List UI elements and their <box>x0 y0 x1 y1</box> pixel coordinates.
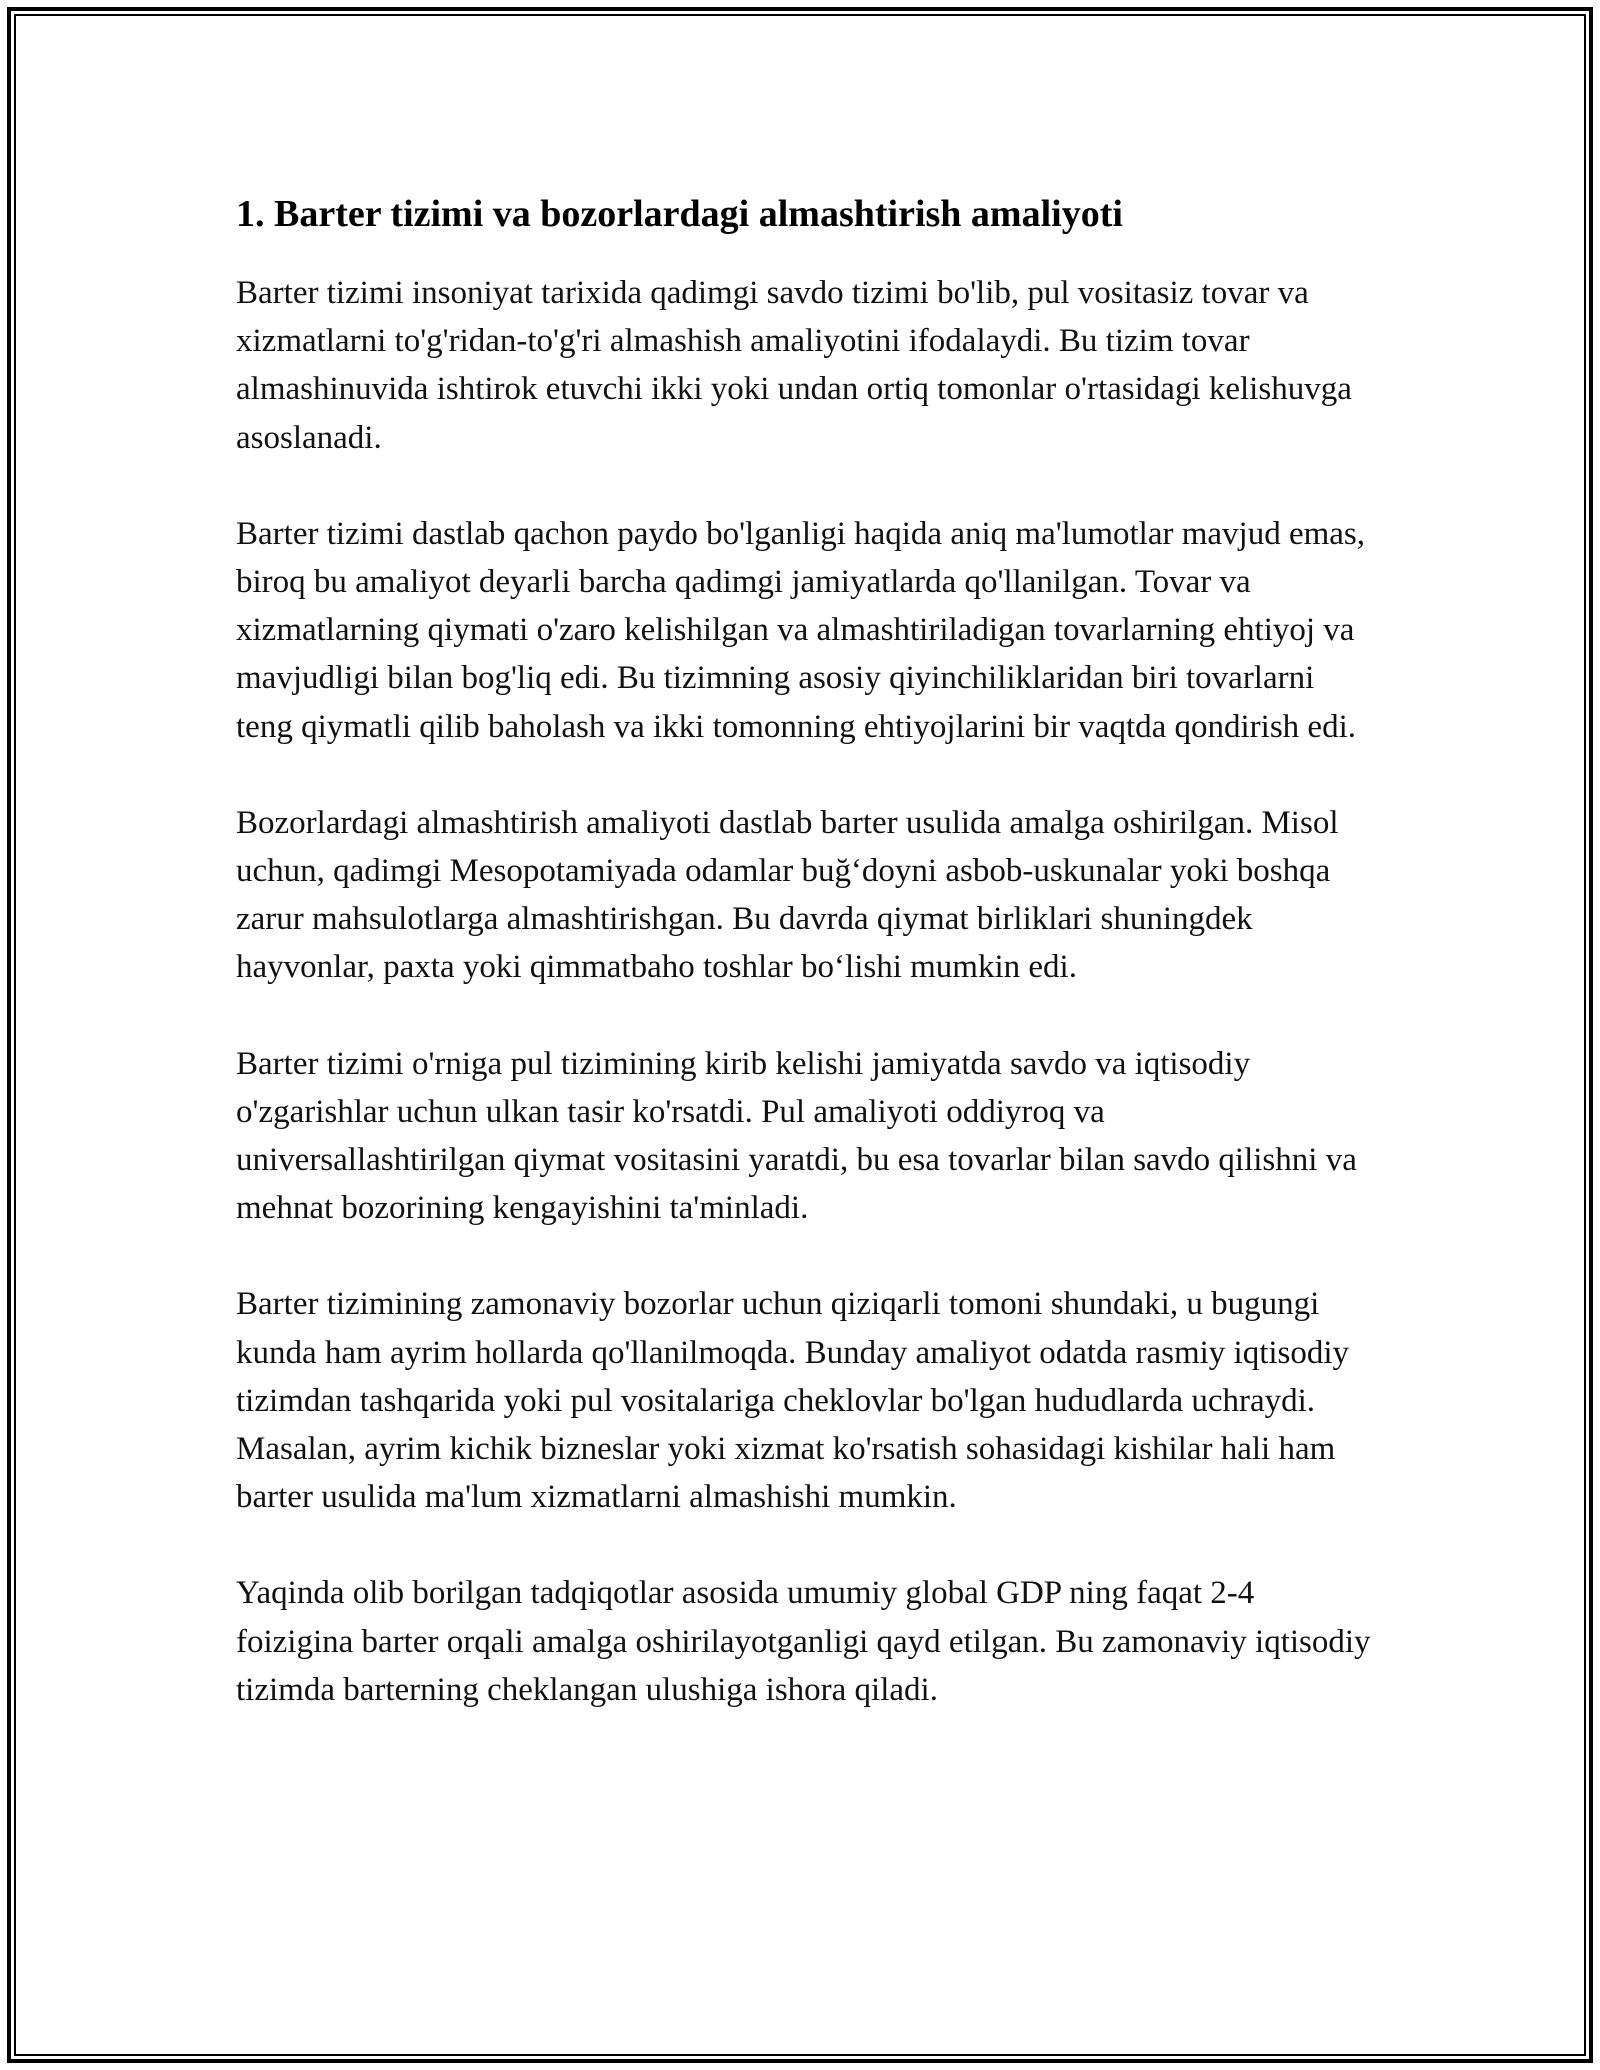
paragraph-gdp-share: Yaqinda olib borilgan tadqiqotlar asosida umumiy global GDP ning faqat 2-4 foizigina barter orqali amalga oshirilayotganligi qayd etilgan. Bu zamonaviy iqtisodiy tizimda barterning cheklangan ulushiga ishora qiladi. <box>236 1575 1371 1708</box>
paragraph-modern-barter: Barter tizimining zamonaviy bozorlar uchun qiziqarli tomoni shundaki, u bugungi kunda ham ayrim hollarda qo'llanilmoqda. Bunday amaliyot odatda rasmiy iqtisodiy tizimdan tashqarida yoki pul vositalariga cheklovlar bo'lgan hududlarda uchraydi. Masalan, ayrim kichik bizneslar yoki xizmat ko'rsatish sohasidagi kishilar hali ham barter usulida ma'lum xizmatlarni almashishi mumkin. <box>236 1286 1350 1516</box>
paragraph-barter-definition: Barter tizimi insoniyat tarixida qadimgi savdo tizimi bo'lib, pul vositasiz tovar va xizmatlarni to'g'ridan-to'g'ri almashish amaliyotini ifodalaydi. Bu tizim tovar almashinuvida ishtirok etuvchi ikki yoki undan ortiq tomonlar o'rtasidagi kelishuvga asoslanadi. <box>236 275 1352 456</box>
document-body <box>236 185 1376 1762</box>
section-heading: 1. Barter tizimi va bozorlardagi almashtirish amaliyoti <box>236 193 1123 235</box>
paragraph-market-exchange: Bozorlardagi almashtirish amaliyoti dastlab barter usulida amalga oshirilgan. Misol uchun, qadimgi Mesopotamiyada odamlar buğ‘doyni asbob-uskunalar yoki boshqa zarur mahsulotlarga almashtirishgan. Bu davrda qiymat birliklari shuningdek hayvonlar, paxta yoki qimmatbaho toshlar bo‘lishi mumkin edi. <box>236 804 1339 986</box>
paragraph-money-system: Barter tizimi o'rniga pul tizimining kirib kelishi jamiyatda savdo va iqtisodiy o'zgarishlar uchun ulkan tasir ko'rsatdi. Pul amaliyoti oddiyroq va universallashtirilgan qiymat vositasini yaratdi, bu esa tovarlar bilan savdo qilishni va mehnat bozorining kengayishini ta'minladi. <box>236 1045 1357 1227</box>
paragraph-barter-origins: Barter tizimi dastlab qachon paydo bo'lganligi haqida aniq ma'lumotlar mavjud emas, biroq bu amaliyot deyarli barcha qadimgi jamiyatlarda qo'llanilgan. Tovar va xizmatlarning qiymati o'zaro kelishilgan va almashtiriladigan tovarlarning ehtiyoj va mavjudligi bilan bog'liq edi. Bu tizimning asosiy qiyinchiliklaridan biri tovarlarni teng qiymatli qilib baholash va ikki tomonning ehtiyojlarini bir vaqtda qondirish edi. <box>236 515 1366 745</box>
